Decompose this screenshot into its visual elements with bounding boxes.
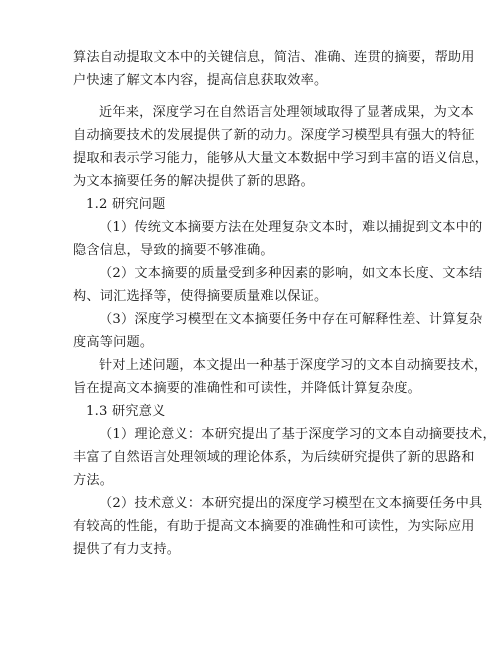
paragraph-line: （2）文本摘要的质量受到多种因素的影响，如文本长度、文本结 bbox=[99, 266, 483, 281]
paragraph-line: 近年来，深度学习在自然语言处理领域取得了显著成果，为文本 bbox=[99, 105, 474, 120]
paragraph-line: 方法。 bbox=[73, 473, 114, 488]
paragraph-line: 自动摘要技术的发展提供了新的动力。深度学习模型具有强大的特征 bbox=[73, 128, 475, 143]
paragraph-line: 度高等问题。 bbox=[73, 335, 154, 350]
paragraph-line: 提供了有力支持。 bbox=[73, 542, 181, 557]
paragraph-line: 构、词汇选择等，使得摘要质量难以保证。 bbox=[73, 289, 328, 304]
paragraph-line: 为文本摘要任务的解决提供了新的思路。 bbox=[73, 174, 314, 189]
paragraph-line: 针对上述问题，本文提出一种基于深度学习的文本自动摘要技术， bbox=[99, 358, 488, 373]
paragraph-line: 提取和表示学习能力，能够从大量文本数据中学习到丰富的语义信息， bbox=[73, 151, 489, 166]
paragraph-line: （3）深度学习模型在文本摘要任务中存在可解释性差、计算复杂 bbox=[99, 312, 483, 327]
paragraph-line: 隐含信息，导致的摘要不够准确。 bbox=[73, 243, 274, 258]
paragraph-line: 算法自动提取文本中的关键信息，简洁、准确、连贯的摘要，帮助用 bbox=[73, 50, 475, 65]
paragraph-line: 户快速了解文本内容，提高信息获取效率。 bbox=[73, 73, 328, 88]
paragraph-line: （1）传统文本摘要方法在处理复杂文本时，难以捕捉到文本中的 bbox=[99, 220, 483, 235]
section-heading: 1.3 研究意义 bbox=[86, 404, 166, 419]
paragraph-line: 有较高的性能，有助于提高文本摘要的准确性和可读性，为实际应用 bbox=[73, 519, 475, 534]
paragraph-line: 丰富了自然语言处理领域的理论体系，为后续研究提供了新的思路和 bbox=[73, 450, 475, 465]
section-heading: 1.2 研究问题 bbox=[86, 197, 166, 212]
paragraph-line: （2）技术意义：本研究提出的深度学习模型在文本摘要任务中具 bbox=[99, 496, 483, 511]
paragraph-line: （1）理论意义：本研究提出了基于深度学习的文本自动摘要技术， bbox=[99, 427, 496, 442]
paragraph-line: 旨在提高文本摘要的准确性和可读性，并降低计算复杂度。 bbox=[73, 381, 422, 396]
